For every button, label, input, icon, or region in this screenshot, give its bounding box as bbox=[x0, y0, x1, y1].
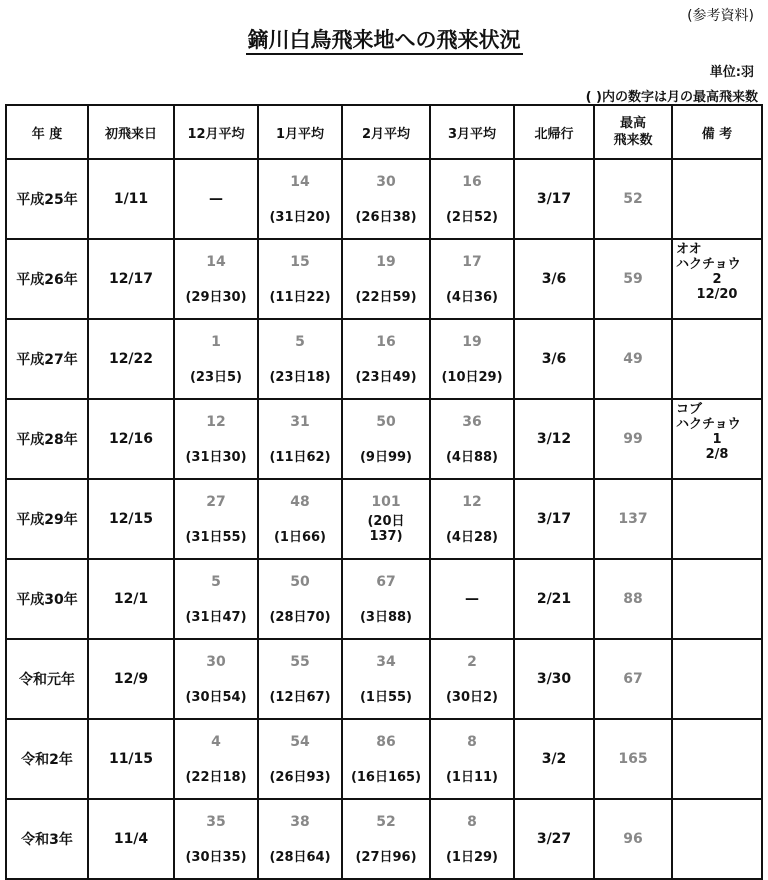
monthly-max: (29日30) bbox=[185, 289, 247, 305]
monthly-average: 30 bbox=[206, 653, 226, 670]
cell-remarks bbox=[672, 479, 762, 559]
cell-jan-avg bbox=[258, 799, 342, 879]
monthly-average: 101 bbox=[371, 494, 401, 510]
monthly-average: — bbox=[209, 191, 223, 207]
monthly-max: (31日47) bbox=[185, 609, 247, 625]
monthly-max: (31日20) bbox=[269, 209, 331, 225]
cell-feb-avg bbox=[342, 159, 430, 239]
cell-jan-avg bbox=[258, 639, 342, 719]
cell-year: 平成30年 bbox=[6, 559, 88, 639]
remark-line: ハクチョウ bbox=[676, 417, 741, 432]
monthly-average: 17 bbox=[462, 253, 482, 270]
cell-remarks bbox=[672, 399, 762, 479]
cell-first-arrival: 11/15 bbox=[88, 719, 174, 799]
table-row bbox=[6, 319, 762, 399]
cell-first-arrival: 1/11 bbox=[88, 159, 174, 239]
cell-first-arrival: 11/4 bbox=[88, 799, 174, 879]
monthly-max: (22日59) bbox=[355, 289, 417, 305]
monthly-max: (1日66) bbox=[273, 529, 327, 545]
cell-remarks bbox=[672, 719, 762, 799]
monthly-max: (2日52) bbox=[445, 209, 499, 225]
cell-north-return: 3/12 bbox=[514, 399, 594, 479]
table-row bbox=[6, 399, 762, 479]
cell-jan-avg bbox=[258, 399, 342, 479]
header-dec-avg: 12月平均 bbox=[174, 105, 258, 159]
cell-dec-avg bbox=[174, 639, 258, 719]
monthly-max: (20日 137) bbox=[367, 514, 405, 544]
monthly-max: (23日18) bbox=[269, 369, 331, 385]
remark-line: 12/20 bbox=[696, 287, 738, 302]
unit-label: 単位:羽 bbox=[709, 65, 754, 80]
remark-line: 1 bbox=[712, 432, 722, 447]
monthly-max: (3日88) bbox=[359, 609, 413, 625]
monthly-average: 14 bbox=[290, 173, 310, 190]
monthly-max: (26日38) bbox=[355, 209, 417, 225]
cell-remarks bbox=[672, 639, 762, 719]
monthly-average: 19 bbox=[376, 253, 396, 270]
cell-mar-avg bbox=[430, 799, 514, 879]
cell-mar-avg bbox=[430, 159, 514, 239]
cell-feb-avg bbox=[342, 559, 430, 639]
monthly-average: 52 bbox=[376, 813, 396, 830]
cell-mar-avg bbox=[430, 559, 514, 639]
table-row bbox=[6, 479, 762, 559]
remark-line: ハクチョウ bbox=[676, 257, 741, 272]
monthly-average: 27 bbox=[206, 493, 226, 510]
header-row bbox=[6, 105, 762, 159]
header-north-return: 北帰行 bbox=[514, 105, 594, 159]
monthly-average: 54 bbox=[290, 733, 310, 750]
monthly-max: (30日54) bbox=[185, 689, 247, 705]
cell-mar-avg bbox=[430, 319, 514, 399]
remark-line: オオ bbox=[676, 242, 702, 257]
monthly-average: 55 bbox=[290, 653, 310, 670]
cell-max-arrivals: 88 bbox=[594, 559, 672, 639]
monthly-average: 36 bbox=[462, 413, 482, 430]
remark-line: 2/8 bbox=[705, 447, 729, 462]
table-row bbox=[6, 239, 762, 319]
cell-north-return: 2/21 bbox=[514, 559, 594, 639]
table-row bbox=[6, 559, 762, 639]
cell-north-return: 3/17 bbox=[514, 159, 594, 239]
cell-max-arrivals: 67 bbox=[594, 639, 672, 719]
table-row bbox=[6, 159, 762, 239]
monthly-max: (4日28) bbox=[445, 529, 499, 545]
cell-dec-avg bbox=[174, 719, 258, 799]
remark-line: 2 bbox=[712, 272, 722, 287]
cell-jan-avg bbox=[258, 719, 342, 799]
page-title-text: 鏑川白鳥飛来地への飛来状況 bbox=[246, 28, 523, 55]
monthly-average: 34 bbox=[376, 653, 396, 670]
monthly-average: 30 bbox=[376, 173, 396, 190]
cell-remarks bbox=[672, 159, 762, 239]
monthly-average: 48 bbox=[290, 493, 310, 510]
monthly-average: 8 bbox=[467, 733, 477, 750]
monthly-average: 12 bbox=[206, 413, 226, 430]
monthly-average: 5 bbox=[211, 573, 221, 590]
cell-feb-avg bbox=[342, 639, 430, 719]
monthly-average: 2 bbox=[467, 653, 477, 670]
cell-first-arrival: 12/22 bbox=[88, 319, 174, 399]
cell-jan-avg bbox=[258, 159, 342, 239]
cell-mar-avg bbox=[430, 399, 514, 479]
monthly-max: (23日49) bbox=[355, 369, 417, 385]
cell-mar-avg bbox=[430, 639, 514, 719]
cell-dec-avg bbox=[174, 159, 258, 239]
monthly-max: (30日2) bbox=[445, 689, 499, 705]
cell-feb-avg bbox=[342, 479, 430, 559]
monthly-max: (11日22) bbox=[269, 289, 331, 305]
cell-remarks bbox=[672, 319, 762, 399]
monthly-max: (12日67) bbox=[269, 689, 331, 705]
header-remarks: 備 考 bbox=[672, 105, 762, 159]
cell-first-arrival: 12/16 bbox=[88, 399, 174, 479]
cell-first-arrival: 12/9 bbox=[88, 639, 174, 719]
monthly-average: 38 bbox=[290, 813, 310, 830]
monthly-max: (31日55) bbox=[185, 529, 247, 545]
cell-max-arrivals: 96 bbox=[594, 799, 672, 879]
monthly-max: (31日30) bbox=[185, 449, 247, 465]
reference-label: (参考資料) bbox=[687, 8, 754, 24]
monthly-max: (23日5) bbox=[189, 369, 243, 385]
cell-year: 令和3年 bbox=[6, 799, 88, 879]
monthly-average: 1 bbox=[211, 333, 221, 350]
header-year: 年 度 bbox=[6, 105, 88, 159]
monthly-average: — bbox=[465, 591, 479, 607]
cell-max-arrivals: 52 bbox=[594, 159, 672, 239]
cell-dec-avg bbox=[174, 239, 258, 319]
cell-dec-avg bbox=[174, 399, 258, 479]
monthly-max: (9日99) bbox=[359, 449, 413, 465]
monthly-average: 5 bbox=[295, 333, 305, 350]
monthly-average: 19 bbox=[462, 333, 482, 350]
monthly-max: (11日62) bbox=[269, 449, 331, 465]
cell-dec-avg bbox=[174, 479, 258, 559]
monthly-average: 12 bbox=[462, 493, 482, 510]
cell-north-return: 3/6 bbox=[514, 319, 594, 399]
cell-max-arrivals: 49 bbox=[594, 319, 672, 399]
cell-remarks bbox=[672, 239, 762, 319]
migration-table bbox=[5, 104, 763, 880]
page-title bbox=[0, 24, 768, 54]
cell-first-arrival: 12/15 bbox=[88, 479, 174, 559]
cell-feb-avg bbox=[342, 319, 430, 399]
remark-line: コブ bbox=[676, 402, 703, 417]
cell-max-arrivals: 99 bbox=[594, 399, 672, 479]
cell-max-arrivals: 165 bbox=[594, 719, 672, 799]
table-row bbox=[6, 639, 762, 719]
note-label: ( )内の数字は月の最高飛来数 bbox=[585, 90, 758, 105]
header-mar-avg: 3月平均 bbox=[430, 105, 514, 159]
cell-mar-avg bbox=[430, 479, 514, 559]
cell-north-return: 3/2 bbox=[514, 719, 594, 799]
cell-mar-avg bbox=[430, 719, 514, 799]
cell-jan-avg bbox=[258, 479, 342, 559]
cell-remarks bbox=[672, 799, 762, 879]
monthly-average: 16 bbox=[376, 333, 396, 350]
monthly-average: 31 bbox=[290, 413, 310, 430]
cell-feb-avg bbox=[342, 399, 430, 479]
monthly-average: 50 bbox=[376, 413, 396, 430]
cell-feb-avg bbox=[342, 239, 430, 319]
cell-year: 平成29年 bbox=[6, 479, 88, 559]
cell-feb-avg bbox=[342, 799, 430, 879]
cell-first-arrival: 12/1 bbox=[88, 559, 174, 639]
cell-mar-avg bbox=[430, 239, 514, 319]
monthly-average: 15 bbox=[290, 253, 310, 270]
cell-max-arrivals: 137 bbox=[594, 479, 672, 559]
monthly-average: 8 bbox=[467, 813, 477, 830]
cell-north-return: 3/30 bbox=[514, 639, 594, 719]
monthly-average: 86 bbox=[376, 733, 396, 750]
monthly-average: 50 bbox=[290, 573, 310, 590]
header-jan-avg: 1月平均 bbox=[258, 105, 342, 159]
monthly-average: 4 bbox=[211, 733, 221, 750]
monthly-average: 16 bbox=[462, 173, 482, 190]
cell-max-arrivals: 59 bbox=[594, 239, 672, 319]
monthly-max: (4日88) bbox=[445, 449, 499, 465]
cell-year: 平成26年 bbox=[6, 239, 88, 319]
monthly-average: 67 bbox=[376, 573, 396, 590]
monthly-max: (16日165) bbox=[350, 769, 422, 785]
cell-dec-avg bbox=[174, 799, 258, 879]
header-feb-avg: 2月平均 bbox=[342, 105, 430, 159]
cell-first-arrival: 12/17 bbox=[88, 239, 174, 319]
cell-feb-avg bbox=[342, 719, 430, 799]
monthly-max: (30日35) bbox=[185, 849, 247, 865]
table-row bbox=[6, 799, 762, 879]
cell-dec-avg bbox=[174, 319, 258, 399]
cell-jan-avg bbox=[258, 319, 342, 399]
header-first-arrival: 初飛来日 bbox=[88, 105, 174, 159]
monthly-max: (27日96) bbox=[355, 849, 417, 865]
cell-dec-avg bbox=[174, 559, 258, 639]
monthly-average: 14 bbox=[206, 253, 226, 270]
monthly-max: (1日29) bbox=[445, 849, 499, 865]
cell-year: 平成25年 bbox=[6, 159, 88, 239]
monthly-max: (28日64) bbox=[269, 849, 331, 865]
cell-year: 平成27年 bbox=[6, 319, 88, 399]
cell-north-return: 3/6 bbox=[514, 239, 594, 319]
cell-jan-avg bbox=[258, 559, 342, 639]
cell-year: 平成28年 bbox=[6, 399, 88, 479]
monthly-max: (28日70) bbox=[269, 609, 331, 625]
monthly-max: (26日93) bbox=[269, 769, 331, 785]
cell-north-return: 3/27 bbox=[514, 799, 594, 879]
table-row bbox=[6, 719, 762, 799]
monthly-max: (1日55) bbox=[359, 689, 413, 705]
cell-jan-avg bbox=[258, 239, 342, 319]
monthly-average: 35 bbox=[206, 813, 226, 830]
monthly-max: (1日11) bbox=[445, 769, 499, 785]
cell-remarks bbox=[672, 559, 762, 639]
cell-year: 令和2年 bbox=[6, 719, 88, 799]
monthly-max: (4日36) bbox=[445, 289, 499, 305]
monthly-max: (10日29) bbox=[441, 369, 503, 385]
monthly-max: (22日18) bbox=[185, 769, 247, 785]
cell-north-return: 3/17 bbox=[514, 479, 594, 559]
header-max-arrivals: 最高 飛来数 bbox=[594, 105, 672, 159]
cell-year: 令和元年 bbox=[6, 639, 88, 719]
